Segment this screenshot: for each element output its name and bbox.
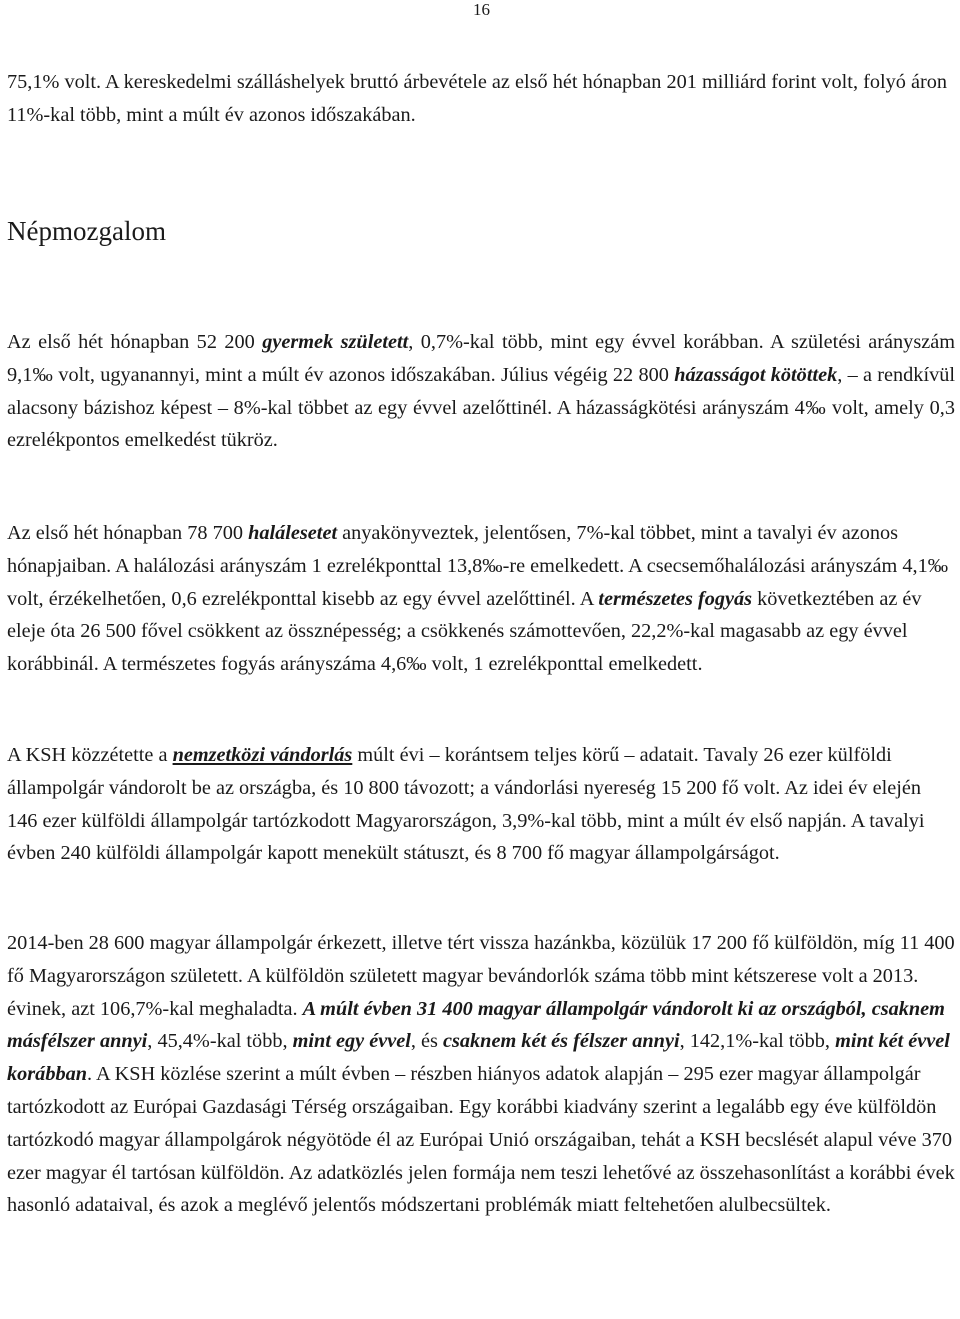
intro-paragraph: 75,1% volt. A kereskedelmi szálláshelyek bruttó árbevétele az első hét hónapban 201 milliárd forint volt, folyó áron 11%-kal több, mint a múlt év azonos időszakában. (7, 71, 947, 126)
migration-paragraph (7, 739, 955, 870)
text-run: , 45,4%-kal több, (147, 1030, 293, 1053)
text-run: múlt évi – korántsem teljes körű – adatait. Tavaly 26 ezer külföldi állampolgár vándorolt be az országba, és 10 800 távozott; a vándorlási nyereség 15 200 fő volt. Az idei év elején 146 ezer külföldi állampolgár tartózkodott Magyarországon, 3,9%-kal több, mint a múlt év első napján. A tavalyi évben 240 külföldi állampolgár kapott menekült státuszt, és 8 700 fő magyar állampolgárságot. (7, 744, 925, 865)
emphasis-marriages: házasságot kötöttek (674, 363, 838, 386)
text-run: A KSH közzétette a (7, 744, 173, 766)
emphasis-international-migration: nemzetközi vándorlás (172, 744, 353, 766)
text-run: , – a rendkívül alacsony bázishoz képest – 8%-kal többet az egy évvel azelőttinél. A házasságkötési arányszám 4‰ volt, amely 0,3 ezrelékpontos emelkedést tükröz. (7, 363, 956, 452)
section-heading: Népmozgalom (7, 216, 166, 246)
emphasis-natural-decrease: természetes fogyás (598, 587, 753, 610)
text-run: , 142,1%-kal több, (679, 1030, 836, 1053)
text-run: anyakönyveztek, jelentősen, 7%-kal többet, mint a tavalyi év azonos hónapjaiban. A halálozási arányszám 1 ezrelékponttal 13,8‰-re emelkedett. A csecsemőhalálozási arányszám 4,1‰ volt, érzékelhetően, 0,6 ezrelékponttal kisebb az egy évvel azelőttinél. A (7, 522, 949, 610)
emphasis-one-year: mint egy évvel (292, 1030, 411, 1053)
text-run: . A KSH közlése szerint a múlt évben – részben hiányos adatok alapján – 295 ezer magyar állampolgár tartózkodott az Európai Gazdasági Térség országaiban. Egy korábbi kiadvány szerint a legalább egy éve külföldön tartózkodó magyar állampolgárok négyötöde él az Európai Unió országaiban, tehát a KSH becslését alapul véve 370 ezer magyar él tartósan külföldön. Az adatközlés jelen formája nem teszi lehetővé az összehasonlítást a korábbi évek hasonló adataival, és azok a meglévő jelentős módszertani problémák miatt feltehetően alulbecsültek. (7, 1063, 955, 1217)
emphasis-emigration: A múlt évben 31 400 magyar állampolgár vándorolt ki az országból, csaknem másfélszer annyi (7, 997, 945, 1053)
deaths-paragraph (7, 517, 955, 681)
births-marriages-paragraph (7, 326, 955, 457)
emphasis-births: gyermek született (262, 331, 409, 353)
emphasis-deaths: halálesetet (248, 522, 338, 544)
emigration-paragraph (7, 927, 955, 1222)
emphasis-two-years: mint két évvel korábban (7, 1030, 950, 1086)
page-number: 16 (473, 0, 490, 19)
text-run: Az első hét hónapban 52 200 (7, 331, 263, 353)
text-run: , és (410, 1030, 443, 1053)
emphasis-two-and-half: csaknem két és félszer annyi (443, 1030, 680, 1053)
text-run: , 0,7%-kal több, mint egy évvel korábban. A születési arányszám 9,1‰ volt, ugyanannyi, mint a múlt év azonos időszakában. Július végéig 22 800 (7, 331, 955, 386)
text-run: 2014-ben 28 600 magyar állampolgár érkezett, illetve tért vissza hazánkba, közülük 17 200 fő külföldön, míg 11 400 fő Magyarországon született. A külföldön született magyar bevándorlók száma több mint kétszerese volt a 2013. évinek, azt 106,7%-kal meghaladta. (7, 932, 955, 1020)
text-run: Az első hét hónapban 78 700 (7, 522, 249, 544)
text-run: következtében az év eleje óta 26 500 fővel csökkent az össznépesség; a csökkenés számottevően, 22,2%-kal magasabb az egy évvel korábbinál. A természetes fogyás arányszáma 4,6‰ volt, 1 ezrelékponttal emelkedett. (7, 587, 922, 676)
